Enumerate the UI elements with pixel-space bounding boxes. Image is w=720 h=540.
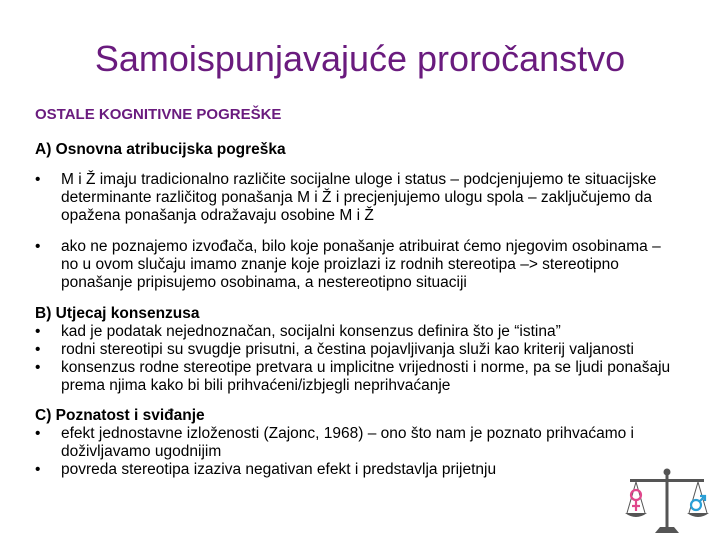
slide-content [35,106,675,479]
bullet-marker: • [35,341,41,358]
bullet-text: kad je podatak nejednoznačan, socijalni konsenzus definira što je “istina” [61,323,561,340]
bullet-marker: • [35,171,41,188]
slide-subtitle: OSTALE KOGNITIVNE POGREŠKE [35,106,282,123]
bullet-item [35,238,675,292]
bullet-marker: • [35,461,41,478]
female-symbol-icon [631,490,641,511]
section-c-heading: C) Poznatost i sviđanje [35,407,205,424]
section-b-heading: B) Utjecaj konsenzusa [35,305,200,322]
scale-left-pan [625,513,647,517]
bullet-text: efekt jednostavne izloženosti (Zajonc, 1968) – ono što nam je poznato prihvaćamo i doživljavamo ugodnijim [61,425,634,460]
bullet-item [35,323,675,341]
bullet-text: M i Ž imaju tradicionalno različite socijalne uloge i status – podcjenjujemo te situacijske determinante različitog ponašanja M i Ž i precjenjujemo ulogu spola – zaključujemo da opažena ponašanja odražavaju osobine M i Ž [61,171,657,224]
bullet-text: ako ne poznajemo izvođača, bilo koje ponašanje atribuirat ćemo njegovim osobinama – no u ovom slučaju imamo znanje koje proizlazi iz rodnih stereotipa –> stereotipno ponašanje pripisujemo osobinama, a nestereotipno situaciji [61,238,661,291]
bullet-marker: • [35,425,41,442]
bullet-item [35,341,675,359]
gender-balance-scale-icon [622,465,712,535]
bullet-marker: • [35,238,41,255]
bullet-item [35,359,675,395]
section-a-heading: A) Osnovna atribucijska pogreška [35,141,286,158]
scale-beam [630,479,704,482]
section-c [35,407,675,479]
section-b [35,305,675,395]
section-a [35,141,675,292]
slide-title: Samoispunjavajuće proročanstvo [94,38,626,79]
bullet-text: konsenzus rodne stereotipe pretvara u implicitne vrijednosti i norme, pa se ljudi ponašaju prema njima kako bi bili prihvaćeni/izbjegli neprihvaćanje [61,359,671,394]
bullet-item [35,171,675,225]
bullet-marker: • [35,359,41,376]
bullet-text: povreda stereotipa izaziva negativan efekt i predstavlja prijetnju [61,461,497,478]
scale-right-pan [687,513,709,517]
bullet-item [35,461,675,479]
bullet-marker: • [35,323,41,340]
bullet-item [35,425,675,461]
bullet-text: rodni stereotipi su svugdje prisutni, a čestina pojavljivanja služi kao kriterij valjanosti [61,341,634,358]
